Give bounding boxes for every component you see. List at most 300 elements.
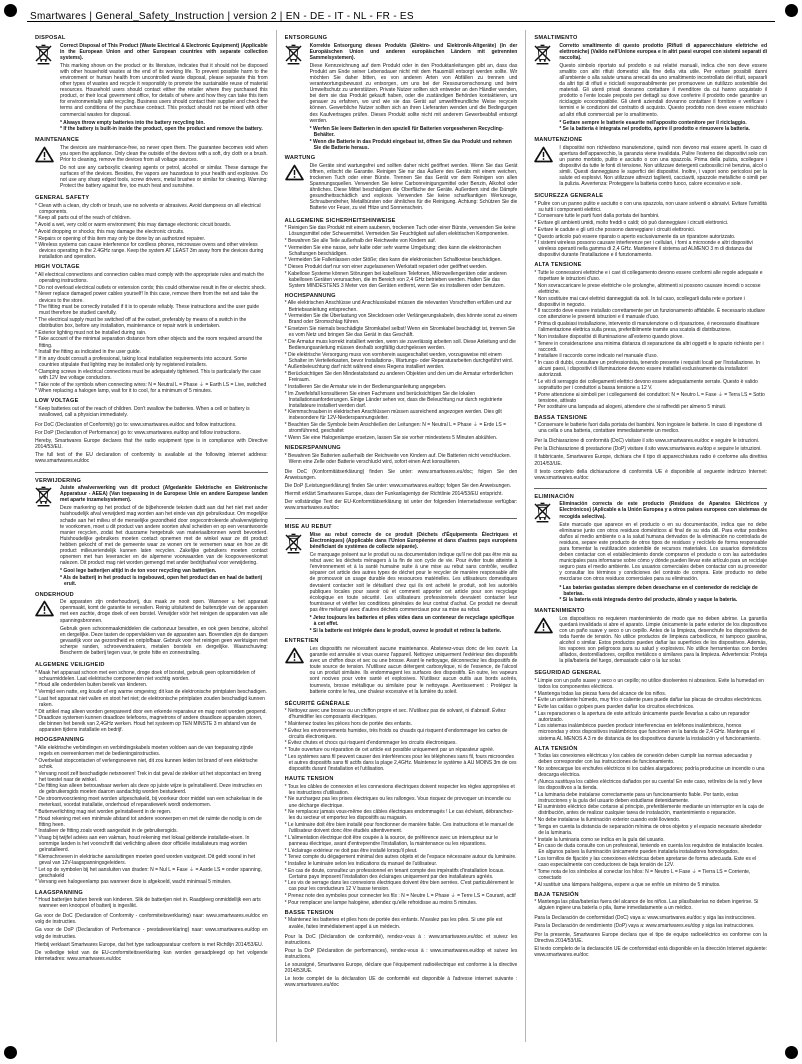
registration-mark-top-left [4, 4, 17, 17]
warning-icon [285, 163, 305, 186]
section-heading: ALTA TENSIÓN [534, 745, 578, 752]
paragraph: * Ne surchargez pas les prises électriques ou les rallonges. Vous risquez de provoquer un incendie ou une décharge électrique. [284, 796, 511, 809]
paragraph: De apparaten zijn onderhoudsvrij, dus maak ze nooit open. Wanneer u het apparaat openmaakt, komt de garantie te vervallen. Reinig uitsluitend de buitenzijde van de apparaten met een zachte, droge doek of een borstel. Verwijder vóór het reinigen de apparaten van alle spanningsbronnen. [60, 599, 268, 624]
paragraph: * Do not overload electrical outlets or extension cords; this could otherwise result in fire or electric shock. [35, 284, 266, 291]
paragraph: * Wireless systems can cause interference for cordless phones, microwave ovens and other wireless devices operating in the 2.4GHz range. Keep the system AT LEAST 3m away from the devices during installation and operation. [35, 242, 264, 261]
section-body [285, 43, 518, 152]
section-text [35, 203, 268, 261]
section-compliance-notes [285, 934, 518, 989]
section-heading: ALLGEMEINE SICHERHEITSHINWEISE [284, 217, 396, 224]
paragraph: * Dieses Produkt darf nur von einer zugelassenen Werkstatt repariert oder geöffnet werden. [284, 263, 488, 270]
section-bassa-tensione [534, 415, 767, 435]
paragraph: * Take note of the symbols when connecting wires: N = Neutral L = Phase ⏚ = Earth LS = Live, switched [35, 381, 267, 388]
paragraph: * Porre attenzione ai simboli per i collegamenti dei conduttori: N = Neutro L = Fase ⏚ = Terra LS = Sotto tensione, attivato [534, 391, 765, 404]
section-text [60, 43, 268, 134]
paragraph: Gebruik geen schoonmaakmiddelen die carbonzuur bevatten, en ook geen benzine, alcohol en dergelijke. Deze tasten de oppervlakken van de apparaten aan. Bovendien zijn de dampen gevaarlijk voor uw gezondheid en ontplofbaar. Gebruik voor het reinigen geen werktuigen met scherpe randen, schroevendraaiers, metalen borstels en dergelijke. Waarschuwing: Bescherm de batterij tegen vuur, te grote hitte en zonnestraling. [60, 625, 268, 656]
paragraph: * Conservare le batterie fuori dalla portata dei bambini. Non ingoiare le batterie. In caso di ingestione di una cella o una batteria, contattare immediatamente un medico. [534, 422, 762, 435]
section-alta-tensión [534, 746, 767, 888]
paragraph: * Bewahren Sie Batterien außerhalb der Reichweite von Kindern auf. Die Batterien nicht verschlucken. Wenn eine Zelle oder Batterie verschluckt wird, sofort einen Arzt konsultieren. [284, 452, 511, 465]
paragraph: * Take account of the minimal separation distance from other objects and the room required around the fitting. [35, 336, 263, 349]
section-body [285, 532, 518, 635]
section-body [285, 225, 518, 289]
section-manutenzione [534, 137, 767, 189]
section-body [285, 163, 518, 214]
paragraph: * Instale la luminaria como se indica en la guía del usuario. [534, 836, 665, 843]
paragraph: * Ne remplacez jamais vous-même des câbles électriques endommagés ! Le cas échéant, débranchez-les du secteur et emportez les dispositifs au magasin. [284, 809, 514, 822]
section-body [35, 670, 268, 734]
paragraph: * Maak het apparaat schoon met een schone, droge doek of borstel, gebruik geen oplosmiddelen of schuurmiddelen. Laat elektrische componenten niet vochtig worden. [35, 669, 256, 682]
section-heading: BASSE TENSION [284, 909, 334, 916]
paragraph: * L'éclairage extérieur ne doit pas être installé lorsqu'il pleut. [284, 847, 418, 854]
paragraph: * Kabellose Systeme können Störungen bei kabellosen Telefonen, Mikrowellengeräten oder anderen kabellosen Geräten verursachen, die im Bereich von 2,4 GHz betrieben werden. Halten Sie das System MINDESTENS 3 Meter von den Geräten entfernt, wenn Sie es installieren oder benutzen. [284, 270, 507, 289]
paragraph: * Als de batterij in het product is ingebouwd, open het product dan en haal de batterij eruit. [60, 574, 263, 588]
section-compliance-notes [285, 469, 518, 512]
section-text [534, 422, 767, 434]
section-body [35, 272, 268, 394]
section-low-voltage [35, 398, 268, 418]
section-body [534, 43, 767, 134]
section-heading: MANTENIMIENTO [534, 608, 585, 614]
weee-icon [285, 532, 305, 559]
section-body [35, 203, 268, 261]
paragraph: * When replacing a halogen lamp, wait for it to cool, for a minimum of 5 minutes. [35, 388, 213, 395]
paragraph: Per la Dichiarazione di conformità (DoC) visitare il sito www.smartwares.eu/doc e seguire le istruzioni. [534, 438, 760, 445]
section-text [534, 899, 767, 911]
paragraph: * Exterior lighting must not be installed during rain. [35, 329, 147, 336]
paragraph: * Tenga en cuenta la distancia de separación mínima de otros objetos y el espacio necesario alrededor de la luminaria. [534, 823, 762, 836]
weee-icon [534, 43, 554, 70]
section-sicurezza-generale [534, 193, 767, 258]
paragraph: * Tenere in considerazione una minima distanza di separazione da altri oggetti e lo spazio richiesto per i raccordi. [534, 340, 764, 353]
paragraph: Korrekte Entsorgung dieses Produkts (Elektro- und Elektronik-Altgeräte) (In der Europäischen Union und anderen europäischen Ländern mit getrennten Sammelsystemen). [309, 42, 518, 61]
section-text [285, 300, 518, 441]
header-divider [27, 21, 775, 22]
paragraph: * The fitting must be correctly installed if it is to operate reliably. These instructions and the user guide must therefore be studied carefully. [35, 304, 260, 317]
paragraph: Die DoP (Leistungserklärung) finden Sie unter: www.smartwares.eu/dop; folgen Sie den Anweisungen. [284, 482, 512, 489]
section-verwijdering [35, 478, 268, 588]
section-text [35, 913, 268, 962]
paragraph: * Tome nota de los símbolos al conectar los hilos: N = Neutro L = Fase ⏚ = Tierra LS = Corriente, conectado [534, 868, 751, 881]
section-body [35, 43, 268, 134]
paragraph: * Los sistemas inalámbricos pueden producir interferencias en teléfonos inalámbricos, hornos microondas y otros dispositivos inalámbricos que funcionen en la banda de 2,4 GHz. Mantenga el sistema AL MENOS A 3 m de distancia de los dispositivos durante la instalación y el funcionamiento. [534, 723, 761, 742]
section-heading: SMALTIMENTO [534, 35, 578, 41]
section-text [534, 678, 767, 742]
paragraph: * Die Armatur muss korrekt installiert werden, wenn sie zuverlässig arbeiten soll. Diese Anleitung und die Bedienungsanleitung müssen deshalb sorgfältig durchgelesen werden. [284, 338, 516, 351]
paragraph: * Klemmschrauben in elektrischen Anschlüssen müssen ausreichend angezogen werden. Dies gilt insbesondere für 12V-Niederspannungsleiter. [284, 409, 502, 422]
paragraph: Para la Declaración de rendimiento (DoP) vaya a: www.smartwares.eu/dop y siga las instrucciones. [534, 923, 755, 930]
paragraph: * Las baterías gastadas siempre deben desecharse en el contenedor de reciclaje de baterías. [559, 584, 758, 597]
paragraph: * Mantenga las pilas/baterías fuera del alcance de los niños. Las pilas/baterías no deben ingerirse. Si alguien ingiere una batería o pila, llame inmediatamente a un médico. [534, 899, 759, 912]
paragraph: * L'alimentation électrique doit être coupée à la source, de préférence avec un interrupteur sur le panneau électrique, avant d'entreprendre l'installation, la maintenance ou les réparations. [284, 834, 498, 847]
paragraph: Correct Disposal of This Product (Waste Electrical & Electronic Equipment) (Applicable in the European Union and other European countries with separate collection systems). [60, 42, 268, 61]
paragraph: * In caso di dubbi, consultare un professionista, tenendo presente i requisiti locali per l'installazione. In alcuni paesi, i dispositivi di illuminazione devono essere installati esclusivamente da installatori autorizzati. [534, 360, 760, 379]
paragraph: Die DoC (Konformitätserklärung) finden Sie unter: www.smartwares.eu/doc; folgen Sie den Anweisungen. [284, 468, 518, 481]
language-block-fr [285, 524, 518, 988]
paragraph: * Let op de symbolen bij het aansluiten van draden: N = Nul L = Fase ⏚ = Aarde LS = onder spanning, geschakeld [35, 866, 262, 879]
paragraph: * Im Zweifelsfall konsultieren Sie einen Fachmann und berücksichtigen Sie die lokalen Installationsanforderungen. Einige Länder sehen vor, dass die Beleuchtung nur durch registrierte Installateure installiert werden darf. [284, 390, 503, 409]
section-sécurité-générale [285, 701, 518, 772]
section-text [35, 897, 268, 909]
section-body [35, 599, 268, 658]
section-text [35, 670, 268, 734]
paragraph: * Klemschroeven in elektrische aansluitingen moeten goed worden vastgezet. Dit geldt vooral in het geval van 12V-laagspanningsgeleiders. [35, 853, 256, 866]
section-body [534, 899, 767, 911]
section-heading: HAUTE TENSION [284, 776, 334, 783]
section-body [534, 753, 767, 888]
paragraph: Corretto smaltimento di questo prodotto (Rifiuti di apparecchiature elettriche ed elettroniche) (Valido nell'Unione europea e in altri paesi europei con sistemi separati di raccolta). [559, 42, 768, 61]
paragraph: * No sobrecargue los enchufes eléctricos ni los cables alargadores; podría producirse un incendio o una descarga eléctrica. [534, 765, 765, 779]
section-text [559, 616, 767, 667]
paragraph: * Le viti di serraggio dei collegamenti elettrici devono essere adeguatamente serrate. Questo è valido soprattutto per i conduttori a bassa tensione a 12 V. [534, 378, 758, 391]
paragraph: * Installeer de fitting zoals wordt aangeduid in de gebruikersgids. [35, 828, 178, 835]
paragraph: * If the battery is built-in inside the product, open the product and remove the battery. [60, 126, 263, 133]
section-body [285, 934, 518, 989]
warning-icon [285, 646, 305, 669]
section-body [285, 708, 518, 772]
paragraph: * Per sostituire una lampada ad alogeni, attendere che si raffreddi per almeno 5 minuti. [534, 404, 727, 411]
paragraph: For DoP (Declaration of Performance) go to: www.smartwares.eu/dop and follow instructions. [35, 430, 241, 437]
section-heading: ENTRETIEN [284, 638, 319, 645]
paragraph: * Avoid a wet, very cold or warm environment; this may damage electronic circuit boards. [35, 222, 232, 229]
section-text [534, 915, 767, 958]
paragraph: Mise au rebut correcte de ce produit (Déchets d'Équipements Électriques et Électroniques) (Applicable dans l'Union Européenne et dans d'autres pays européens bénéficiant de systèmes de collecte séparée). [309, 531, 518, 550]
paragraph: * De fitting kan alleen betrouwbaar werken als deze op juiste wijze is geïnstalleerd. Deze instructies en de gebruikersgids moeten daarom aandachtig worden bestudeerd. [35, 783, 262, 796]
section-hochspannung [285, 293, 518, 441]
paragraph: * Alle elektrischen Anschlüsse und Anschlusskabel müssen die relevanten Vorschriften erfüllen und zur Betriebsanleitung entsprechen. [284, 300, 512, 313]
paragraph: * Conservare tutte le parti fuori dalla portata dei bambini. [534, 213, 660, 220]
paragraph: * Alle elektrische verbindingen en verbindingskabels moeten voldoen aan de van toepassing zijnde regels en overeenkomen met de bedieningsinstructies. [35, 744, 254, 758]
paragraph: Questo simbolo riportato sul prodotto o sui relativi manuali, indica che non deve essere smaltito con altri rifiuti domestici alla fine della vita utile. Per evitare possibili danni all'ambiente o alla salute umana arrecati da uno smaltimento incontrollato dei rifiuti, separarli da altri tipi di rifiuti e riciclarli responsabilmente per promuovere un riutilizzo sostenibile dei materiali. Gli utenti privati dovranno contattare il rivenditore da cui hanno acquistato il prodotto o l'ente locale preposto per dettagli su dove conferire il prodotto onde garantire un riciclaggio ecocompatibile. Gli utenti aziendali dovranno contattare il fornitore e verificare i termini e le condizioni del contratto di acquisto. Questo prodotto non deve essere mischiato ad altri rifiuti commerciali per lo smaltimento. [559, 62, 768, 118]
language-block-es [534, 494, 767, 958]
section-text [285, 784, 518, 906]
paragraph: * Vervang nooit zelf beschadigde netsnoeren! Trek in dat geval de stekker uit het stopcontact en breng het toestel naar de winkel. [35, 770, 262, 783]
section-algemene-veiligheid [35, 662, 268, 733]
section-body [285, 917, 518, 929]
paragraph: * Evitare le cadute e gli urti che possono danneggiare i circuiti elettronici. [534, 226, 695, 233]
section-heading: VERWIJDERING [35, 477, 82, 484]
paragraph: * En caso de duda consulte con un profesional, teniendo en cuenta los requisitos de instalación locales. En algunos países la iluminación únicamente pueden instalarla instaladores homologados. [534, 843, 764, 856]
section-heading: ONDERHOUD [35, 591, 74, 598]
paragraph: Hierbij verklaart Smartwares Europe, dat het type radioapparatuur conform is met Richtlijn 2014/53/EU. [35, 941, 264, 948]
paragraph: * Gooi lege batterijen altijd in de ton voor recycling van batterijen. [60, 568, 217, 575]
paragraph: * Evite las caídas o golpes pues pueden dañar los circuitos electrónicos. [534, 703, 695, 710]
paragraph: * Laat het apparaat niet vallen en stoot het niet; de elektronische printplaten zouden beschadigd kunnen raken. [35, 695, 265, 708]
section-text [310, 163, 518, 214]
section-body [35, 913, 268, 962]
paragraph: Los dispositivos no requieren mantenimiento de modo que no deben abrirse. La garantía quedará invalidada si abre el aparato. Limpie únicamente la parte exterior de los dispositivos con un paño suave y seco o un cepillo. Antes de la limpieza, desenchufe los dispositivos de toda fuente de tensión. No utilice productos de limpieza carboxílicos, ni tampoco gasolina, alcohol o similar. Estos productos pueden dañar las superficies de los dispositivos. Además, los vapores son peligrosos para su salud y explosivos. No utilice herramientas con bordes afilados, destornilladores, cepillos metálicos o similares para la limpieza. Advertencia: Proteja la pila/batería del fuego, demasiado calor o la luz solar. [559, 615, 768, 665]
paragraph: * Dit artikel mag alleen worden gerepareerd door een erkende reparateur en mag nooit worden geopend. [35, 708, 267, 715]
section-heading: ALTA TENSIONE [534, 262, 582, 269]
section-mantenimiento [534, 608, 767, 666]
section-heading: DISPOSAL [35, 35, 66, 41]
paragraph: * Werfen Sie leere Batterien in den speziell für Batterien vorgesehenen Recycling-Behälter. [309, 125, 504, 138]
paragraph: * Never replace damaged power cables yourself! In this case, remove them from the net and take the devices to the store. [35, 291, 259, 304]
weee-icon [534, 501, 554, 528]
paragraph: * Vermeiden Sie die Überlastung von Steckdosen oder Verlängerungskabeln, dies könnte sonst zu einem Brand oder Stromschlag führen. [284, 313, 518, 326]
section-text [285, 934, 518, 989]
paragraph: * Limpie con un paño suave y seco o un cepillo; no utilice disolventes ni abrasivos. Evite la humedad en todos los componentes eléctricos. [534, 677, 764, 690]
section-body [35, 422, 268, 465]
section-heading: ELIMINACIÓN [534, 493, 575, 500]
section-compliance-notes [534, 438, 767, 481]
paragraph: Hiermit erklärt Smartwares Europe, dass der Funkanlagentyp der Richtlinie 2014/53/EU entspricht. [284, 491, 503, 497]
warning-icon [35, 145, 55, 168]
section-heading: ALGEMENE VEILIGHEID [35, 662, 105, 669]
paragraph: Deze markering op het product of de bijbehorende teksten duidt aan dat het niet met ander huishoudelijk afval verwijderd mag worden aan het einde van zijn gebruiksduur. Om mogelijke schade aan het milieu of de menselijke gezondheid door ongecontroleerde afvalverwijdering te voorkomen, moet u dit product van andere soorten afval scheiden en op een verantwoorde manier recyclen, zodat het duurzame hergebruik van materiaalbronnen wordt bevorderd. Huishoudelijke gebruikers moeten contact opnemen met de winkel waar ze dit product hebben gekocht of met de gemeente waar ze wonen om te vernemen waar en hoe ze dit product milieuvriendelijk kunnen laten recyclen. Zakelijke gebruikers moeten contact opnemen met hun leverancier en de algemene voorwaarden van de koopovereenkomst nalezen. Dit product mag niet worden gemengd met ander bedrijfsafval voor verwijdering. [60, 505, 268, 567]
paragraph: Il testo completo della dichiarazione di conformità UE è disponibile al seguente indirizzo Internet: www.smartwares.eu/doc [534, 468, 768, 481]
paragraph: * El suministro eléctrico debe cortarse al principio, preferiblemente mediante un interruptor en la caja de distribución, antes de realizar cualquier tarea de instalación, mantenimiento o reparación. [534, 804, 764, 817]
warning-icon [35, 599, 55, 622]
paragraph: * Los tornillos de fijación y las conexiones eléctricas deben apretarse de forma adecuada. Este es el caso especialmente con conductores de baja tensión de 12V. [534, 856, 757, 869]
section-heading: GENERAL SAFETY [35, 195, 90, 202]
column-1 [27, 30, 276, 1042]
paragraph: * Clamping screws in electrical connections must be adequately tightened. This is particularly the case with 12V low voltage conductors. [35, 368, 261, 381]
section-text [60, 599, 268, 658]
section-heading: WARTUNG [284, 155, 316, 162]
section-text [310, 646, 518, 697]
paragraph: De volledige tekst van de EU-conformiteitsverklaring kan worden geraadpleegd op het volgende internetadres: www.smartwares.eu/doc [35, 949, 268, 962]
paragraph: * Repairs or opening of this item may only be done by an authorized repairer. [35, 235, 206, 242]
paragraph: * Reinigen Sie das Produkt mit einem sauberen, trockenen Tuch oder einer Bürste, verwenden Sie keine Lösungsmittel oder Scheuermittel. Vermeiden Sie Feuchtigkeit auf allen elektrischen Komponenten. [284, 225, 516, 238]
section-text [35, 745, 268, 886]
paragraph: Do not use any carboxylic cleaning agents or petrol, alcohol or similar. These damage the surfaces of the devices. Besides, the vapors are hazardous to your health and explosive. Do not use any sharp edged tools, screw drivers, metal brushes or similar for cleaning. Warning: Protect the battery against fire, too much heat and sunshine. [60, 164, 268, 190]
section-body [285, 300, 518, 441]
section-body [285, 646, 518, 697]
paragraph: * Questo articolo può essere riparato o aperto esclusivamente da un riparatore autorizzato. [534, 233, 736, 240]
section-text [35, 406, 268, 418]
section-body [35, 145, 268, 192]
paragraph: * Die elektrische Versorgung muss von vornherein ausgeschaltet werden, vorzugsweise mit einem Schalter im Verteilerkasten, bevor Installations-, Wartungs- oder Reparaturarbeiten durchgeführt wird. [284, 351, 514, 364]
paragraph: * Ersetzen Sie niemals beschädigte Stromkabel selbst! Wenn ein Stromkabel beschädigt ist, trennen Sie es vom Netz und bringen Sie das Gerät in das Geschäft. [284, 326, 516, 339]
paragraph: * Overbelast stopcontacten of verlengsnoeren niet, dit zou kunnen leiden tot brand of een elektrische schok. [35, 757, 258, 770]
section-text [60, 145, 268, 192]
paragraph: * Gettare sempre le batterie esaurite nell'apposito contenitore per il riciclaggio. [559, 119, 747, 126]
section-body [35, 406, 268, 418]
paragraph: * Prenez note des symboles pour connecter les fils : N = Neutre L = Phase ⏚ = Terre LS = Courant, actif [284, 893, 516, 900]
paragraph: * Draadloze systemen kunnen draadloze telefoons, magnetrons of andere draadloze apparaten storen, die binnen het bereik van 2,4GHz werken. Houd het systeem op TEN MINSTE 3 m afstand van de apparaten tijdens installatie en bedrijf. [35, 715, 263, 734]
section-wartung [285, 155, 518, 213]
paragraph: Die Geräte sind wartungsfrei und sollten daher nicht geöffnet werden. Wenn Sie das Gerät öffnen, erlischt die Garantie. Reinigen Sie nur das Äußere des Geräts mit einem weichen, trockenen Tuch oder einer Bürste. Trennen Sie das Gerät vor dem Reinigen von allen Spannungsquellen. Verwenden Sie keine Carbonreinigungsmittel oder Benzin, Alkohol oder ähnliches. Diese Mittel beschädigen die Oberfläche der Geräte. Außerdem sind die Dämpfe gesundheitsschädlich und explosiv. Verwenden Sie keine scharfkantigen Werkzeuge, Schraubendreher, Metallbürsten oder ähnliches für die Reinigung. Achtung: Schützen Sie die Batterie vor Feuer, zu viel Hitze und Sonnenschein. [309, 162, 518, 212]
paragraph: * Si la batterie est intégrée dans le produit, ouvrez le produit et retirez la batterie. [309, 627, 502, 634]
paragraph: * Pour remplacer une lampe halogène, attendez qu'elle refroidisse au moins 5 minutes. [284, 899, 478, 906]
language-block-divider [285, 518, 518, 519]
paragraph: * Si la batería está integrada dentro del producto, ábralo y saque la batería. [559, 597, 738, 604]
paragraph: Le texte complet de la déclaration UE de conformité est disponible à l'adresse internet suivante : www.smartwares.eu/doc [284, 976, 518, 989]
paragraph: Per la Dichiarazione di prestazione (DoP) visitare il sito www.smartwares.eu/dop e seguire le istruzioni. [534, 446, 762, 453]
paragraph: Este marcado que aparece en el producto o en su documentación, indica que no debe eliminarse junto con otros residuos domésticos al final de su vida útil. Para evitar posibles daños al medio ambiente o a la salud humana derivados de la eliminación no controlada de residuos, separe este producto de otros tipos de residuos y recíclelo de forma responsable para fomentar la reutilización sostenible de recursos materiales. Los usuarios domésticos deben contactar con el establecimiento donde compraron el producto o con las autoridades municipales para informarse sobre cómo y dónde pueden llevar este artículo para un reciclaje seguro para el medio ambiente. Los usuarios comerciales deben contactar con su proveedor y consultar los términos y condiciones del contrato de compra. Este producto no debe mezclarse con otros residuos comerciales para su eliminación. [559, 521, 768, 583]
section-heading: LAAGSPANNING [35, 889, 83, 896]
section-body [534, 422, 767, 434]
section-general-safety [35, 195, 268, 260]
paragraph: * Bewahren Sie alle Teile außerhalb der Reichweite von Kindern auf. [284, 237, 437, 244]
section-entsorgung [285, 35, 518, 151]
section-disposal [35, 35, 268, 133]
section-heading: BAJA TENSIÓN [534, 891, 579, 898]
section-heading: SEGURIDAD GENERAL [534, 670, 602, 677]
section-text [310, 532, 518, 635]
paragraph: El texto completo de la declaración UE de conformidad está disponible en la dirección Internet siguiente: www.smartwares.eu/doc [534, 945, 768, 958]
section-laagspanning [35, 890, 268, 910]
section-heading: MAINTENANCE [35, 137, 80, 143]
paragraph: * Keep batteries out of the reach of children. Don't swallow the batteries. When a cell or battery is swallowed, call a physician immediately. [35, 405, 250, 418]
section-mise-au-rebut [285, 524, 518, 634]
paragraph: * Clean with a clean, dry cloth or brush, use no solvents or abrasives. Avoid dampness on all electrical components. [35, 202, 261, 215]
section-body [35, 745, 268, 886]
weee-icon [35, 43, 55, 70]
paragraph: * Mantenga todas las piezas fuera del alcance de los niños. [534, 690, 667, 697]
paragraph: * Prima di qualsiasi installazione, intervento di manutenzione o di riparazione, è necessario disattivare l'alimentazione elettrica sulla presa, preferibilmente tramite una scatola di distribuzione. [534, 321, 760, 334]
paragraph: * Beachten Sie die Symbole beim Anschließen der Leitungen: N = Neutral L = Phase ⏚ = Erde LS = stromführend, geschaltet [284, 422, 507, 435]
paragraph: * Avoid dropping or shocks; this may damage the electronic circuits. [35, 228, 185, 235]
paragraph: * Buitenverlichting mag niet worden geïnstalleerd in de regen. [35, 808, 172, 815]
section-body [35, 897, 268, 909]
paragraph: * Évitez les environnements humides, très froids ou chauds qui risquent d'endommager les cartes de circuits électroniques. [284, 727, 508, 740]
section-compliance-notes [35, 422, 268, 465]
paragraph: Les dispositifs ne nécessitent aucune maintenance. Abstenez-vous donc de les ouvrir. La garantie est annulée si vous ouvrez l'appareil. Nettoyez uniquement l'extérieur des dispositifs avec un chiffon doux et sec ou une brosse. Avant le nettoyage, déconnectez les dispositifs de toute source de tension. N'utilisez aucun détergent carboxylique, ni de l'essence, de l'alcool ou un produit similaire. Ils endommagent les surfaces des dispositifs. En outre, les vapeurs sont nocives pour votre santé et explosives. N'utilisez aucun outils aux bords acérés, tournevis, brosse métallique ou similaire pour le nettoyage. Avertissement : Protégez la batterie contre le feu, une chaleur excessive et la lumière du soleil. [309, 645, 518, 695]
paragraph: * Maintenez toutes les pièces hors de portée des enfants. [284, 721, 412, 727]
section-seguridad-general [534, 670, 767, 741]
registration-mark-bottom-right [785, 1046, 798, 1059]
section-text [534, 753, 767, 888]
paragraph: * Non sostituire mai cavi elettrici danneggiati da soli. In tal caso, scollegarli dalla rete e portare i dispositivi in negozio. [534, 295, 745, 308]
paragraph: The full text of the EU declaration of conformity is available at the following internet address: www.smartwares.eu/doc [35, 452, 268, 465]
section-heading: SÉCURITÉ GÉNÉRALE [284, 700, 350, 707]
paragraph: * Installare il raccordo come indicato nel manuale d'uso. [534, 353, 658, 360]
paragraph: Pour la DoC (Déclaration de conformité), rendez-vous à : www.smartwares.eu/doc et suivez les instructions. [284, 933, 518, 946]
section-niederspannung [285, 445, 518, 465]
content-columns [27, 30, 775, 1042]
section-text [285, 453, 518, 465]
section-text [534, 438, 767, 481]
section-body [534, 915, 767, 958]
paragraph: For DoC (Declaration of Conformity) go to: www.smartwares.eu/doc and follow instructions. [35, 421, 237, 428]
section-hoogspanning [35, 737, 268, 885]
paragraph: * Évitez chutes et chocs qui risquent d'endommager les circuits électroniques. [284, 740, 457, 747]
warning-icon [534, 616, 554, 639]
section-body [285, 784, 518, 906]
paragraph: Ga voor de DoC (Declaration of Conformity - conformiteitsverklaring) naar: www.smartwares.eu/doc en volg de instructies. [35, 913, 268, 926]
paragraph: * Jetez toujours les batteries et piles vides dans un conteneur de recyclage spécifique à cet effet. [309, 615, 515, 628]
section-text [534, 201, 767, 259]
paragraph: * Vermeiden Sie eine nasse, sehr kalte oder sehr warme Umgebung; dies kann die elektronischen Schaltungen beschädigen. [284, 244, 502, 257]
section-body [534, 145, 767, 190]
weee-icon [35, 485, 55, 512]
section-text [285, 917, 518, 929]
paragraph: * Las reparaciones o la apertura de este artículo únicamente puede llevarlas a cabo un reparador autorizado. [534, 710, 750, 723]
paragraph: * Le luminaire doit être bien installé pour fonctionner de manière fiable. Ces instructions et le manuel de l'utilisateur doivent donc être étudiés attentivement. [284, 821, 514, 835]
section-heading: SICUREZZA GENERALE [534, 193, 604, 200]
paragraph: * Vraag bij twijfel advies aan een vakman, houd rekening met lokaal geldende installatie-eisen. In sommige landen is het voorschrift dat verlichting alleen door officiële installateurs mag worden geïnstalleerd. [35, 835, 250, 854]
paragraph: * If in any doubt consult a professional, taking local installation requirements into account. Some countries stipulate that lighting may be installed only by registered installers. [35, 355, 248, 369]
language-block-en [35, 35, 268, 465]
column-2 [276, 30, 526, 1042]
section-heading: MANUTENZIONE [534, 137, 583, 143]
section-text [559, 145, 767, 190]
paragraph: * Keep all parts out of the reach of children. [35, 215, 131, 222]
paragraph: This marking shown on the product or its literature, indicates that it should not be disposed with other household wastes at the end of its working life. To prevent possible harm to the environment or human health from uncontrolled waste disposal, please separate this from other types of wastes and recycle it responsibly to promote the sustainable reuse of material resources. Household users should contact either the retailer where they purchased this product, or their local government office, for details of where and how they can take this item for environmentally safe recycling. Business users should contact their supplier and check the terms and conditions of the purchase contract. This product should not be mixed with other commercial wastes for disposal. [60, 62, 268, 118]
paragraph: The devices are maintenance-free, so never open them. The guarantee becomes void when you open the appliance. Only clean the outside of the devices with a soft, dry cloth or a brush. Prior to cleaning, remove the devices from all voltage sources. [60, 144, 268, 163]
section-heading: MISE AU REBUT [284, 524, 332, 531]
section-body [534, 270, 767, 411]
section-text [35, 272, 268, 394]
paragraph: * Pulire con un panno pulito e asciutto o con una spazzola, non usare solventi o abrasivi. Evitare l'umidità su tutti i componenti elettrici. [534, 200, 767, 213]
paragraph: * Vermijd een natte, erg koude of erg warme omgeving; dit kan de elektronische printplaten beschadigen. [35, 689, 268, 696]
section-high-voltage [35, 264, 268, 394]
paragraph: * ¡Nunca sustituya los cables eléctricos dañados por su cuenta! En este caso, retírelos de la red y lleve los dispositivos a la tienda. [534, 778, 763, 791]
paragraph: Por la presente, Smartwares Europe declara que el tipo de equipo radioeléctrico es conforme con la Directiva 2014/53/UE. [534, 931, 768, 944]
paragraph: * Houd alle onderdelen buiten bereik van kinderen. [35, 682, 148, 689]
paragraph: Der vollständige Text der EU-Konformitätserklärung ist unter der folgenden Internetadresse verfügbar: www.smartwares.eu/doc [284, 499, 518, 512]
paragraph: Diese Kennzeichnung auf dem Produkt oder in den Produktanleitungen gibt an, dass das Produkt am Ende seiner Lebensdauer nicht mit dem Hausmüll entsorgt werden sollte. Wir möchten Sie daher bitten, es von anderen Arten von Abfällen zu trennen und verantwortungsbewusst zu entsorgen, um uns bei der Ressourcenschonung und beim Umweltschutz zu unterstützen. Private Nutzer sollten sich entweder an den Händler wenden, bei dem sie das Produkt gekauft haben, oder die zuständigen Behörden kontaktieren, um genauer zu erfahren, wo und wie sie das Gerät auf umweltfreundliche Weise recyceln können. Gewerbliche Nutzer sollten sich an ihren Lieferanten wenden und die Bedingungen des Kaufvertrages prüfen. Dieses Produkt sollte nicht mit anderem Gewerbeabfall entsorgt werden. [309, 62, 518, 124]
paragraph: * De stroomvoorziening moet worden uitgeschakeld, bij voorkeur door middel van een schakelaar in de meterkast, voordat installatie, onderhoud of reparatiewerk wordt ondernomen. [35, 796, 263, 809]
paragraph: * Houd batterijen buiten bereik van kinderen. Slik de batterijen niet in. Raadpleeg onmiddellijk een arts wanneer een knoopcel of batterij is ingeslikt. [35, 897, 261, 910]
paragraph: Pour la DoP (Déclaration de performances), rendez-vous à : www.smartwares.eu/dop et suivez les instructions. [284, 947, 518, 960]
section-text [285, 225, 518, 289]
section-heading: LOW VOLTAGE [35, 398, 79, 405]
section-allgemeine-sicherheitshinweise [285, 218, 518, 289]
section-body [285, 469, 518, 512]
section-text [534, 270, 767, 411]
section-heading: NIEDERSPANNUNG [284, 445, 341, 452]
section-smaltimento [534, 35, 767, 133]
paragraph: * Installieren Sie die Armatur wie in der Bedienungsanleitung angegeben. [284, 383, 447, 390]
paragraph: * Außenbeleuchtung darf nicht während eines Regens installiert werden. [284, 364, 445, 371]
section-compliance-notes [35, 913, 268, 962]
section-text [285, 469, 518, 512]
paragraph: * I sistemi wireless possono causare interferenze per i cellulari, i forni a microonde e altri dispositivi wireless operanti nella gamma di 2,4 GHz. Mantenere il sistema ad ALMENO 3 m di distanza dai dispositivi durante l'installazione e il funzionamento. [534, 240, 753, 259]
section-onderhoud [35, 592, 268, 658]
page-title: Smartwares | General_Safety_Instruction | version 2 | EN - DE - IT - NL - FR - ES [30, 11, 414, 22]
section-text [285, 708, 518, 772]
language-block-divider [534, 488, 767, 489]
column-3 [525, 30, 775, 1042]
paragraph: * Install the fitting as indicated in the user guide. [35, 349, 141, 356]
language-block-it [534, 35, 767, 481]
section-text [559, 501, 767, 604]
paragraph: * Tenez compte du dégagement minimal des autres objets et de l'espace nécessaire autour du luminaire. [284, 854, 517, 861]
paragraph: Ce marquage présent sur le produit ou sa documentation indique qu'il ne doit pas être mis au rebut avec les déchets ménagers à la fin de son cycle de vie. Pour éviter toute atteinte à l'environnement et à la santé humaine suite à une mise au rebut sans contrôle, veuillez séparer cet article des autres types de déchet pour le recycler de manière responsable afin de promouvoir un usage durable des ressources matérielles. Les utilisateurs domestiques devraient contacter soit le détaillant chez qui ils ont acheté le produit, soit les autorités publiques locales pour savoir où et comment apporter cet article pour son recyclage écologique en toute sécurité. Les utilisateurs professionnels devraient contacter leur fournisseur et vérifier les conditions générales de leur contrat d'achat. Ce produit ne devrait pas être mélangé avec d'autres déchets commerciaux pour sa mise au rebut. [309, 552, 518, 613]
paragraph: * Al sustituir una lámpara halógena, espere a que se enfríe un mínimo de 5 minutos. [534, 881, 721, 888]
paragraph: * Non sovraccaricare le prese elettriche o le prolunghe, altrimenti si possono causare incendi o scosse elettriche. [534, 282, 761, 295]
paragraph: * Non installare dispositivi di illuminazione all'esterno quando piove. [534, 333, 684, 340]
paragraph: Para la Declaración de conformidad (DoC) vaya a: www.smartwares.eu/doc y siga las instrucciones. [534, 915, 756, 922]
registration-mark-bottom-left [4, 1046, 17, 1059]
section-heading: ENTSORGUNG [284, 35, 328, 41]
section-compliance-notes [534, 915, 767, 958]
paragraph: * Houd rekening met een minimale afstand tot andere voorwerpen en met de ruimte die nodig is om de fitting heen. [35, 815, 262, 828]
paragraph: * La luminaria debe instalarse correctamente para un funcionamiento fiable. Por tanto, estas instrucciones y la guía del usuario deben estudiarse detenidamente. [534, 791, 739, 804]
paragraph: * Les vis de serrage dans les connexions électriques doivent être bien serrées. C'est particulièrement le cas pour les conducteurs 12 V basse tension. [284, 880, 514, 893]
registration-mark-top-right [785, 4, 798, 17]
paragraph: * No debe instalarse la iluminación exterior cuando esté lloviendo. [534, 817, 681, 824]
section-body [534, 616, 767, 667]
section-text [60, 485, 268, 588]
section-body [285, 453, 518, 465]
section-text [559, 43, 767, 134]
section-heading: BASSA TENSIONE [534, 414, 588, 421]
paragraph: * Todas las conexiones eléctricas y los cables de conexión deben cumplir las normas adecuadas y deben corresponder con las instrucciones de funcionamiento. [534, 753, 753, 766]
section-body [534, 678, 767, 742]
paragraph: * Evitare gli ambienti umidi, molto freddi o caldi; ciò può danneggiare i circuiti elettronici. [534, 220, 729, 227]
section-heading: HOCHSPANNUNG [284, 292, 336, 299]
paragraph: * Berücksichtigen Sie den Mindestabstand zu anderen Objekten und den um die Armatur erforderlichen Freiraum. [284, 371, 513, 384]
paragraph: * Tutte le connessioni elettriche e i cavi di collegamento devono essere conformi alle regole adeguate e rispettare le istruzioni d'uso. [534, 269, 763, 283]
paragraph: * The electrical supply must be switched off at the outset, preferably by means of a switch in the distribution box, before any installation, maintenance or repair work is undertaken. [35, 317, 247, 330]
section-baja-tensión [534, 892, 767, 912]
language-block-divider [35, 472, 268, 473]
paragraph: Hereby, Smartwares Europe declares that the radio equipment type is in compliance with Directive 2014/53/EU. [35, 438, 268, 451]
section-text [310, 43, 518, 152]
